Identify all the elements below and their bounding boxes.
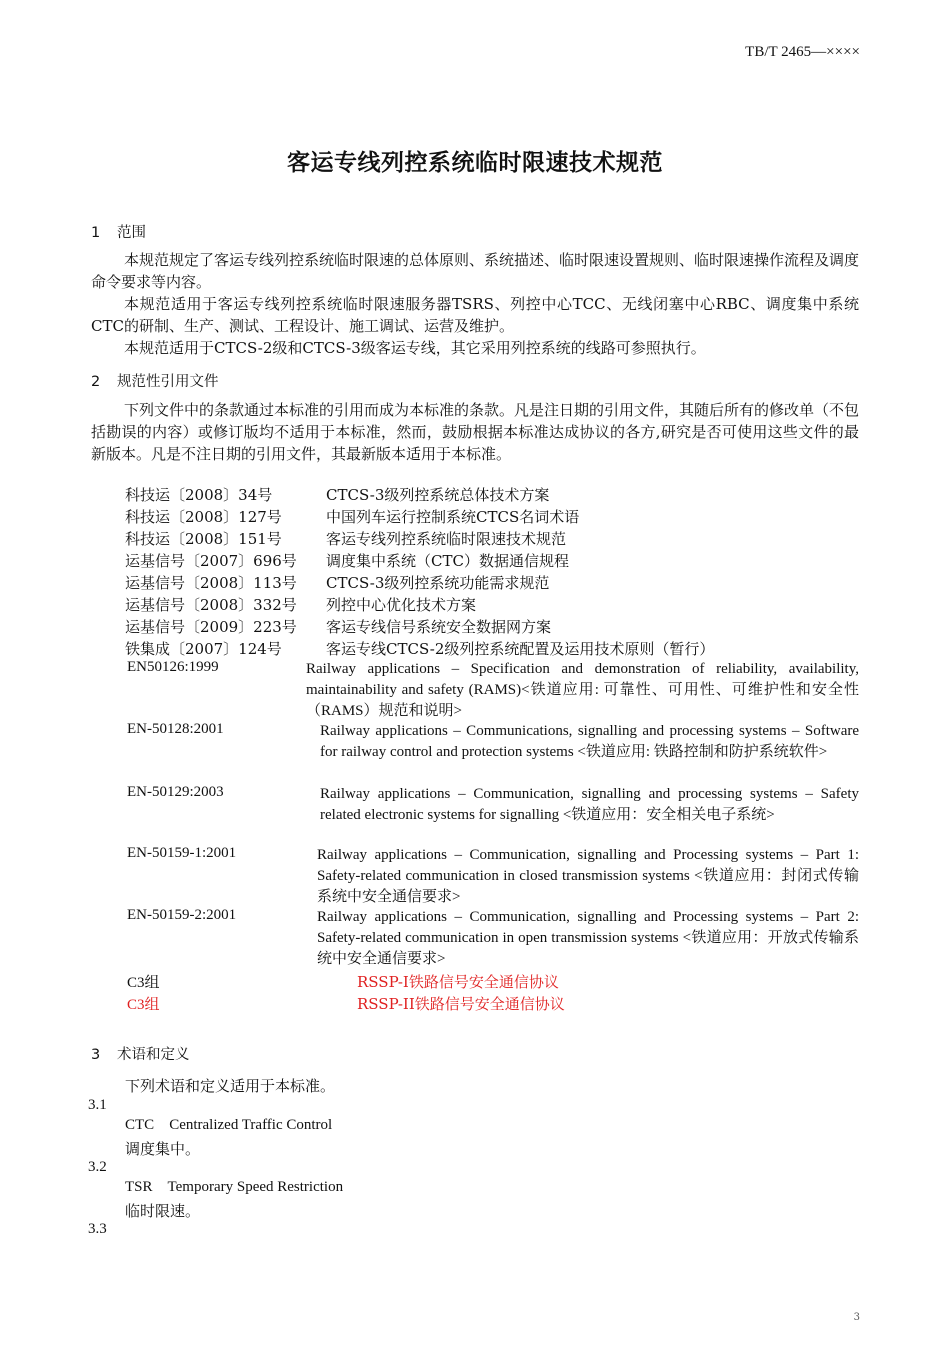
term-number: 3.1: [88, 1097, 107, 1113]
term-english: Temporary Speed Restriction: [167, 1179, 344, 1195]
section-2-heading: [91, 370, 219, 391]
section-1-paragraph-1: 本规范规定了客运专线列控系统临时限速的总体原则、系统描述、临时限速设置规则、临时限速操作流程及调度命令要求等内容。: [91, 251, 860, 291]
section-2-paragraph-1: 下列文件中的条款通过本标准的引用而成为本标准的条款。凡是注日期的引用文件，其随后所有的修改单（不包括勘误的内容）或修订版均不适用于本标准，然而，鼓励根据本标准达成协议的各方,研究是否可使用这些文件的最新版本。凡是不注日期的引用文件，其最新版本适用于本标准。: [91, 401, 860, 463]
term-definition: 调度集中。: [125, 1140, 201, 1158]
section-number: 2: [91, 374, 101, 390]
section-1-paragraph-3: 本规范适用于CTCS-2级和CTCS-3级客运专线，其它采用列控系统的线路可参照执行。: [124, 339, 706, 357]
section-title: 规范性引用文件: [117, 374, 219, 390]
reference-code: 科技运〔2008〕34号: [125, 486, 273, 504]
term-abbreviation: TSR: [125, 1179, 153, 1195]
reference-title: 列控中心优化技术方案: [326, 596, 477, 614]
section-number: 1: [91, 225, 101, 241]
reference-title: RSSP-II铁路信号安全通信协议: [357, 995, 565, 1013]
term-number: 3.3: [88, 1221, 107, 1237]
reference-code: 运基信号〔2008〕113号: [125, 574, 297, 592]
section-1-paragraph-2: 本规范适用于客运专线列控系统临时限速服务器TSRS、列控中心TCC、无线闭塞中心RBC、调度集中系统CTC的研制、生产、测试、工程设计、施工调试、运营及维护。: [91, 295, 859, 335]
reference-code: 科技运〔2008〕151号: [125, 530, 282, 548]
reference-title: Railway applications – Specification and demonstration of reliability, availability, maintainability and safety (RAMS)<铁道应用: 可靠性、可用性、可维护性和安全性（RAMS）规范和说明>: [306, 661, 859, 719]
section-3-intro: 下列术语和定义适用于本标准。: [125, 1077, 336, 1095]
section-title: 术语和定义: [117, 1047, 190, 1063]
page-title: 客运专线列控系统临时限速技术规范: [287, 150, 663, 176]
reference-code: EN-50128:2001: [127, 721, 224, 737]
section-title: 范围: [117, 225, 146, 241]
reference-title: 客运专线列控系统临时限速技术规范: [326, 530, 567, 548]
reference-code: EN-50159-2:2001: [127, 907, 237, 923]
reference-code: 科技运〔2008〕127号: [125, 508, 282, 526]
reference-code: C3组: [127, 997, 160, 1013]
section-3-heading: [91, 1043, 190, 1064]
section-1-heading: [91, 221, 146, 242]
reference-code: 运基信号〔2007〕696号: [125, 552, 297, 570]
reference-title: RSSP-I铁路信号安全通信协议: [357, 973, 559, 991]
reference-title: Railway applications – Communications, signalling and processing systems – Software for railway control and protection systems <铁道应用: 铁路控制和防护系统软件>: [320, 723, 859, 760]
term-definition: 临时限速。: [125, 1202, 201, 1220]
term-number: 3.2: [88, 1159, 107, 1175]
reference-code: 铁集成〔2007〕124号: [125, 640, 282, 658]
reference-title: Railway applications – Communication, signalling and Processing systems – Part 2: Safety-related communication in open transmission systems <铁道应用：开放式传输系统中安全通信要求>: [317, 909, 859, 967]
reference-title: 客运专线信号系统安全数据网方案: [326, 618, 552, 636]
reference-code: EN-50129:2003: [127, 784, 224, 800]
reference-code: 运基信号〔2009〕223号: [125, 618, 297, 636]
reference-code: EN50126:1999: [127, 659, 219, 675]
reference-code: EN-50159-1:2001: [127, 845, 237, 861]
section-number: 3: [91, 1047, 101, 1063]
term-english: Centralized Traffic Control: [169, 1117, 333, 1133]
reference-title: Railway applications – Communication, signalling and Processing systems – Part 1: Safety-related communication in closed transmission systems <铁道应用：封闭式传输系统中安全通信要求>: [317, 847, 859, 905]
page-number: 3: [853, 1312, 860, 1323]
reference-title: CTCS-3级列控系统总体技术方案: [326, 486, 550, 504]
reference-title: 调度集中系统（CTC）数据通信规程: [326, 552, 569, 570]
reference-code: 运基信号〔2008〕332号: [125, 596, 297, 614]
reference-title: CTCS-3级列控系统功能需求规范: [326, 574, 550, 592]
reference-title: 中国列车运行控制系统CTCS名词术语: [326, 508, 580, 526]
reference-title: 客运专线CTCS-2级列控系统配置及运用技术原则（暂行）: [326, 640, 715, 658]
document-code: TB/T 2465—××××: [745, 44, 860, 60]
term-abbreviation: CTC: [125, 1117, 155, 1133]
reference-code: C3组: [127, 975, 160, 991]
term-entry: [125, 1117, 332, 1134]
term-entry: [125, 1179, 343, 1196]
reference-title: Railway applications – Communication, signalling and processing systems – Safety related electronic systems for signalling <铁道应用：安全相关电子系统>: [320, 786, 859, 823]
